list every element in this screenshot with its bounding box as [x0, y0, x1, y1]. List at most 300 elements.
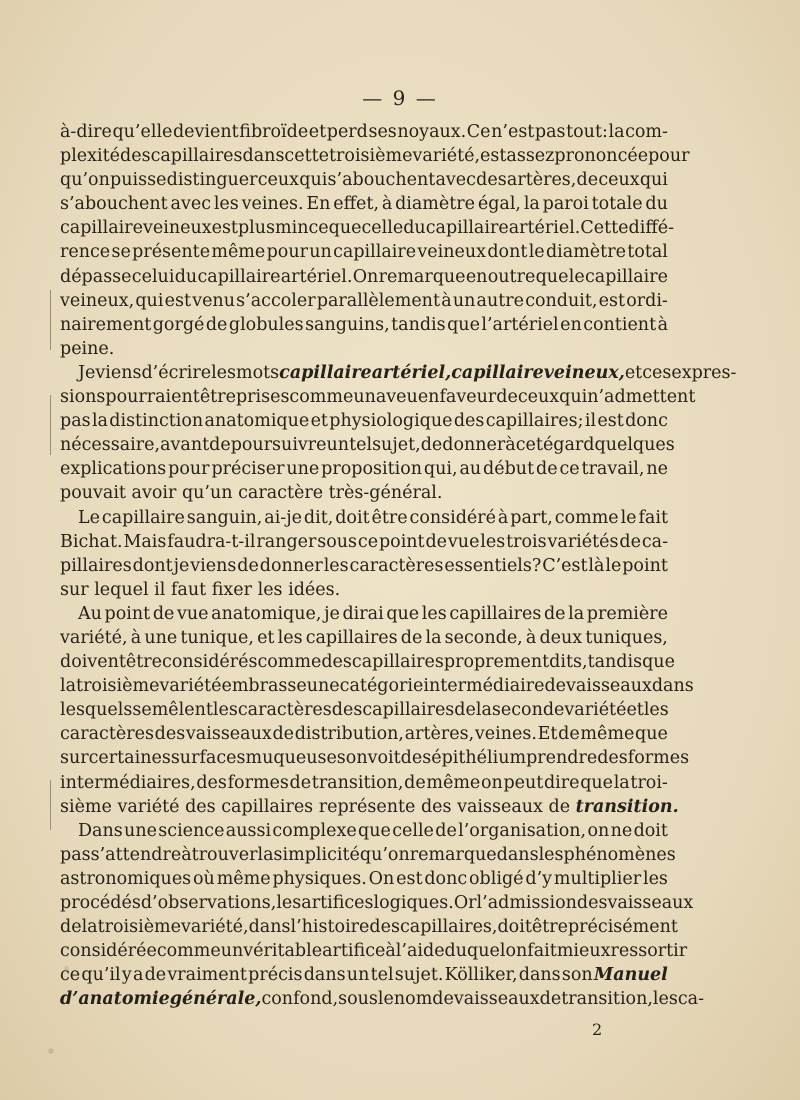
word: fait	[638, 507, 668, 528]
word: donner	[442, 435, 506, 456]
word: proposition	[321, 459, 423, 480]
word: Au	[78, 603, 102, 624]
word: ceux	[257, 170, 300, 191]
word: donner	[259, 555, 323, 576]
word: science	[158, 820, 225, 841]
word: variété	[159, 676, 222, 697]
word: donc	[424, 868, 468, 889]
word: pas	[60, 411, 91, 432]
word: celui	[131, 266, 175, 287]
text-line	[60, 168, 668, 192]
word: la	[523, 194, 540, 215]
word: générale,	[169, 989, 262, 1010]
word: qui	[559, 387, 588, 408]
word: des	[400, 748, 432, 769]
word: outre	[487, 266, 536, 287]
word: s’abouchent	[327, 170, 436, 191]
word: la	[81, 917, 98, 938]
word: mince	[275, 218, 329, 239]
word: pour	[266, 242, 308, 263]
text-line	[60, 409, 668, 433]
word: viens	[95, 362, 142, 383]
word: est	[598, 290, 626, 311]
word: logiques.	[373, 893, 454, 913]
word: en	[465, 266, 488, 287]
word: n’admettent	[587, 387, 696, 408]
word: dit,	[303, 507, 334, 528]
word: des	[321, 652, 352, 673]
word: avant	[160, 435, 210, 456]
word: fixer	[211, 579, 253, 600]
word: transition,	[311, 772, 404, 793]
word: de	[400, 627, 423, 648]
word: de	[548, 796, 571, 817]
word: travail,	[581, 459, 645, 480]
word: la	[613, 772, 630, 793]
word: une	[286, 459, 320, 480]
word: le	[377, 989, 394, 1010]
text-line	[60, 481, 668, 505]
word: poursuivre	[230, 435, 327, 456]
word: les	[480, 531, 506, 552]
word: Dans	[78, 820, 123, 841]
word: ordi-	[626, 290, 668, 311]
word: pas	[534, 122, 566, 142]
word: l’histoire	[290, 917, 370, 938]
word: précis	[248, 965, 303, 986]
word: capillaire	[101, 507, 185, 528]
word: Or	[453, 893, 477, 913]
word: trois	[506, 531, 547, 552]
word: pour	[168, 459, 210, 480]
word: formes	[227, 772, 289, 793]
word: variété,	[412, 146, 481, 167]
word: et	[308, 122, 327, 142]
word: multiplier	[553, 868, 642, 889]
text-line	[60, 361, 737, 385]
word: de	[205, 314, 228, 335]
word: conduit,	[525, 290, 598, 311]
text-line	[60, 722, 668, 746]
word: précisément	[567, 917, 678, 938]
word: seconde	[491, 700, 565, 721]
text-line	[60, 337, 668, 361]
word: nom	[393, 989, 433, 1010]
word: à	[130, 627, 142, 648]
word: vaisseaux	[607, 893, 694, 913]
word: le	[568, 266, 585, 287]
word: artères,	[506, 170, 577, 191]
margin-pencil-mark	[50, 290, 51, 350]
word: que	[447, 314, 480, 335]
word: que	[535, 266, 569, 287]
word: lesquels	[60, 700, 133, 721]
word: essentiels?	[444, 555, 542, 576]
word: on	[345, 748, 368, 769]
word: artériel.	[508, 218, 581, 239]
word: artères,	[404, 724, 475, 745]
word: qu’il	[81, 965, 121, 986]
word: de	[404, 772, 426, 793]
word: à-dire	[60, 122, 112, 142]
text-line	[60, 746, 690, 770]
word: avec	[435, 170, 476, 191]
word: son	[561, 965, 593, 986]
word: des	[331, 700, 363, 721]
word: à	[381, 194, 393, 215]
word: qui	[299, 170, 328, 191]
word: le	[528, 242, 545, 263]
word: les	[652, 989, 678, 1010]
word: point	[378, 531, 425, 552]
word: les	[642, 868, 668, 889]
word: d’observations,	[140, 893, 277, 913]
word: d’écrire	[141, 362, 212, 383]
word: point	[104, 603, 151, 624]
word: venu	[192, 290, 235, 311]
word: faudra-t-il	[167, 531, 256, 552]
word: ca-	[677, 989, 705, 1010]
word: des	[369, 917, 400, 938]
word: mêlent	[151, 700, 213, 721]
word: début	[483, 459, 535, 480]
word: parallèlement	[316, 290, 440, 311]
word: faveur	[439, 387, 497, 408]
word: les	[257, 579, 283, 600]
word: que	[642, 652, 675, 673]
word: une	[306, 676, 340, 697]
word: vaisseaux	[566, 676, 652, 697]
word: gorgé	[152, 314, 205, 335]
word: sions	[60, 387, 106, 408]
word: contient	[583, 314, 657, 335]
word: être	[125, 652, 163, 673]
word: s’abouchent	[60, 194, 168, 215]
word: du	[174, 266, 198, 287]
text-line	[60, 578, 668, 602]
word: ai-je	[264, 507, 303, 528]
word: de	[576, 170, 599, 191]
word: pouvait	[60, 483, 126, 504]
word: des	[196, 772, 227, 793]
word: ne	[646, 459, 668, 480]
word: capillaire	[333, 242, 417, 263]
word: peine.	[60, 338, 115, 359]
word: astronomiques	[60, 868, 192, 889]
word: deux	[539, 627, 583, 648]
text-line	[60, 843, 676, 867]
word: physiques.	[272, 868, 367, 889]
word: caractères	[349, 555, 444, 576]
text-line	[60, 674, 694, 698]
word: fibroïde	[239, 122, 309, 142]
word: Et	[537, 724, 558, 745]
word: très-général.	[328, 483, 443, 504]
word: à	[657, 314, 668, 335]
text-line	[60, 795, 679, 819]
word: anatomique	[204, 411, 310, 432]
word: perd	[326, 122, 368, 142]
word: même	[580, 724, 635, 745]
word: confond,	[261, 989, 339, 1010]
word: transition.	[575, 796, 679, 817]
word: distinction	[109, 411, 204, 432]
word: capillaires	[351, 652, 444, 673]
word: d’y	[525, 868, 553, 889]
word: physiologique	[329, 411, 453, 432]
word: tel	[349, 435, 373, 456]
word: qui	[135, 290, 164, 311]
word: veineux,	[543, 362, 625, 383]
word: sième	[60, 796, 112, 817]
word: caractères	[60, 724, 154, 745]
text-line	[60, 385, 696, 409]
word: ca-	[641, 531, 668, 552]
word: dans	[303, 965, 346, 986]
word: simplicité	[273, 844, 360, 865]
word: de	[558, 724, 580, 745]
word: Ce	[466, 122, 491, 142]
word: de	[539, 989, 562, 1010]
text-line	[60, 433, 675, 457]
word: On	[352, 266, 379, 287]
word: égard	[542, 435, 595, 456]
word: un	[346, 965, 370, 986]
word: doit	[633, 820, 668, 841]
text-line	[60, 867, 668, 891]
foxing-spot	[64, 966, 69, 971]
word: capillaire	[60, 218, 143, 239]
word: veines.	[474, 724, 537, 745]
text-line	[60, 506, 668, 530]
word: l’aide	[395, 941, 445, 962]
word: être	[199, 387, 236, 408]
word: On	[368, 868, 395, 889]
word: un	[452, 290, 476, 311]
word: la	[91, 411, 108, 432]
word: dans	[248, 917, 291, 938]
word: de	[543, 603, 566, 624]
word: d’anatomie	[60, 989, 170, 1010]
word: est	[396, 868, 423, 889]
word: préciser	[211, 459, 285, 480]
word: caractères	[237, 700, 332, 721]
word: Manuel	[593, 965, 668, 986]
word: paroi	[542, 194, 589, 215]
word: de	[237, 555, 259, 576]
word: il	[154, 579, 166, 600]
word: qui	[639, 170, 668, 191]
text-line	[60, 120, 668, 144]
word: transition,	[561, 989, 653, 1010]
text-line	[60, 939, 688, 963]
word: doit	[335, 507, 370, 528]
word: qu’elle	[112, 122, 173, 142]
word: qu’on	[359, 844, 410, 865]
text-line	[60, 963, 668, 987]
text-line	[60, 457, 668, 481]
word: se	[132, 700, 152, 721]
word: ce	[357, 531, 379, 552]
word: troisième	[76, 676, 160, 697]
word: variété	[564, 700, 627, 721]
word: on	[587, 820, 610, 841]
word: la	[257, 844, 274, 865]
word: ces	[642, 362, 672, 383]
word: sur	[60, 748, 89, 769]
word: une	[124, 820, 157, 841]
word: est	[480, 146, 507, 167]
word: s’attendre	[90, 844, 182, 865]
word: je	[173, 555, 190, 576]
word: les	[323, 555, 349, 576]
word: être	[371, 507, 408, 528]
word: la	[608, 122, 625, 142]
word: des	[154, 724, 186, 745]
word: totale	[591, 194, 643, 215]
word: comme	[257, 652, 322, 673]
word: tandis	[391, 314, 446, 335]
word: tuniques,	[585, 627, 668, 648]
word: dans	[518, 965, 561, 986]
word: de	[536, 459, 558, 480]
text-line	[60, 891, 694, 915]
word: donc	[625, 411, 668, 432]
word: capillaires	[150, 146, 243, 167]
word: de	[272, 724, 295, 745]
word: de	[619, 531, 641, 552]
word: Le	[78, 507, 100, 528]
word: de	[144, 965, 167, 986]
word: prises	[235, 387, 290, 408]
word: pourraient	[105, 387, 200, 408]
word: de	[420, 435, 443, 456]
word: pillaires	[60, 555, 132, 576]
word: cette	[284, 146, 330, 167]
word: distribution,	[294, 724, 404, 745]
word: vaisseaux	[457, 796, 543, 817]
text-line	[60, 240, 668, 264]
word: les	[421, 603, 447, 624]
word: a	[132, 965, 144, 986]
word: l’artériel	[481, 314, 559, 335]
word: en	[417, 387, 440, 408]
word: de	[289, 772, 312, 793]
word: ceux	[598, 170, 640, 191]
word: le	[605, 555, 622, 576]
word: sanguins,	[305, 314, 390, 335]
word: capillaires	[362, 700, 455, 721]
word: comme	[554, 507, 619, 528]
word: diamètre	[395, 194, 476, 215]
word: ranger	[256, 531, 317, 552]
text-line	[60, 289, 668, 313]
word: troisième	[97, 917, 182, 938]
body-text	[60, 120, 737, 1011]
word: peut	[503, 772, 544, 793]
text-line	[60, 554, 668, 578]
word: de	[425, 531, 448, 552]
word: et	[626, 700, 644, 721]
word: les	[277, 627, 303, 648]
word: avoir	[131, 483, 177, 504]
word: celle	[361, 218, 404, 239]
word: capillaire	[197, 266, 281, 287]
text-line	[60, 650, 675, 674]
word: au	[459, 459, 482, 480]
word: comme	[289, 387, 354, 408]
word: de	[60, 917, 82, 938]
text-line	[60, 698, 668, 722]
word: assez	[506, 146, 555, 167]
word: expres-	[671, 362, 737, 383]
word: un	[326, 435, 350, 456]
word: part,	[510, 507, 553, 528]
word: plus	[237, 218, 276, 239]
word: la	[568, 603, 585, 624]
word: dont	[487, 242, 528, 263]
word: de	[152, 603, 175, 624]
word: ce	[60, 965, 81, 986]
word: ceux	[517, 387, 560, 408]
word: et	[257, 627, 275, 648]
word: capillaires	[305, 627, 398, 648]
word: la	[425, 627, 442, 648]
word: veineux	[417, 242, 487, 263]
word: là	[588, 555, 605, 576]
word: troisième	[329, 146, 413, 167]
word: avec	[170, 194, 212, 215]
word: que	[635, 724, 668, 745]
word: capillaire	[584, 266, 668, 287]
word: prononcée	[554, 146, 649, 167]
word: n’est	[491, 122, 535, 142]
word: artériel,	[371, 362, 452, 383]
word: des	[185, 796, 216, 817]
word: est	[164, 290, 191, 311]
word: proprement	[443, 652, 550, 673]
word: des	[120, 146, 151, 167]
word: C’est	[542, 555, 588, 576]
word: remarque	[409, 844, 497, 865]
word: véritable	[243, 941, 323, 962]
word: les	[538, 844, 564, 865]
word: nécessaire,	[60, 435, 161, 456]
word: à	[525, 627, 537, 648]
word: les	[643, 700, 669, 721]
word: première	[586, 603, 668, 624]
word: veines.	[241, 194, 304, 215]
word: sanguin,	[186, 507, 263, 528]
word: dits,	[549, 652, 588, 673]
word: considérée	[60, 941, 157, 962]
word: quelques	[594, 435, 675, 456]
word: variété	[117, 796, 180, 817]
word: est	[597, 411, 624, 432]
word: une	[144, 627, 178, 648]
word: comme	[156, 941, 221, 962]
word: de	[435, 820, 457, 841]
word: total	[627, 242, 668, 263]
word: trouver	[191, 844, 258, 865]
word: cet	[515, 435, 543, 456]
word: qui,	[423, 459, 458, 480]
word: la	[475, 700, 492, 721]
word: capillaires,	[399, 917, 498, 938]
word: dans	[651, 676, 694, 697]
word: tel	[370, 965, 394, 986]
word: ses	[368, 122, 397, 142]
